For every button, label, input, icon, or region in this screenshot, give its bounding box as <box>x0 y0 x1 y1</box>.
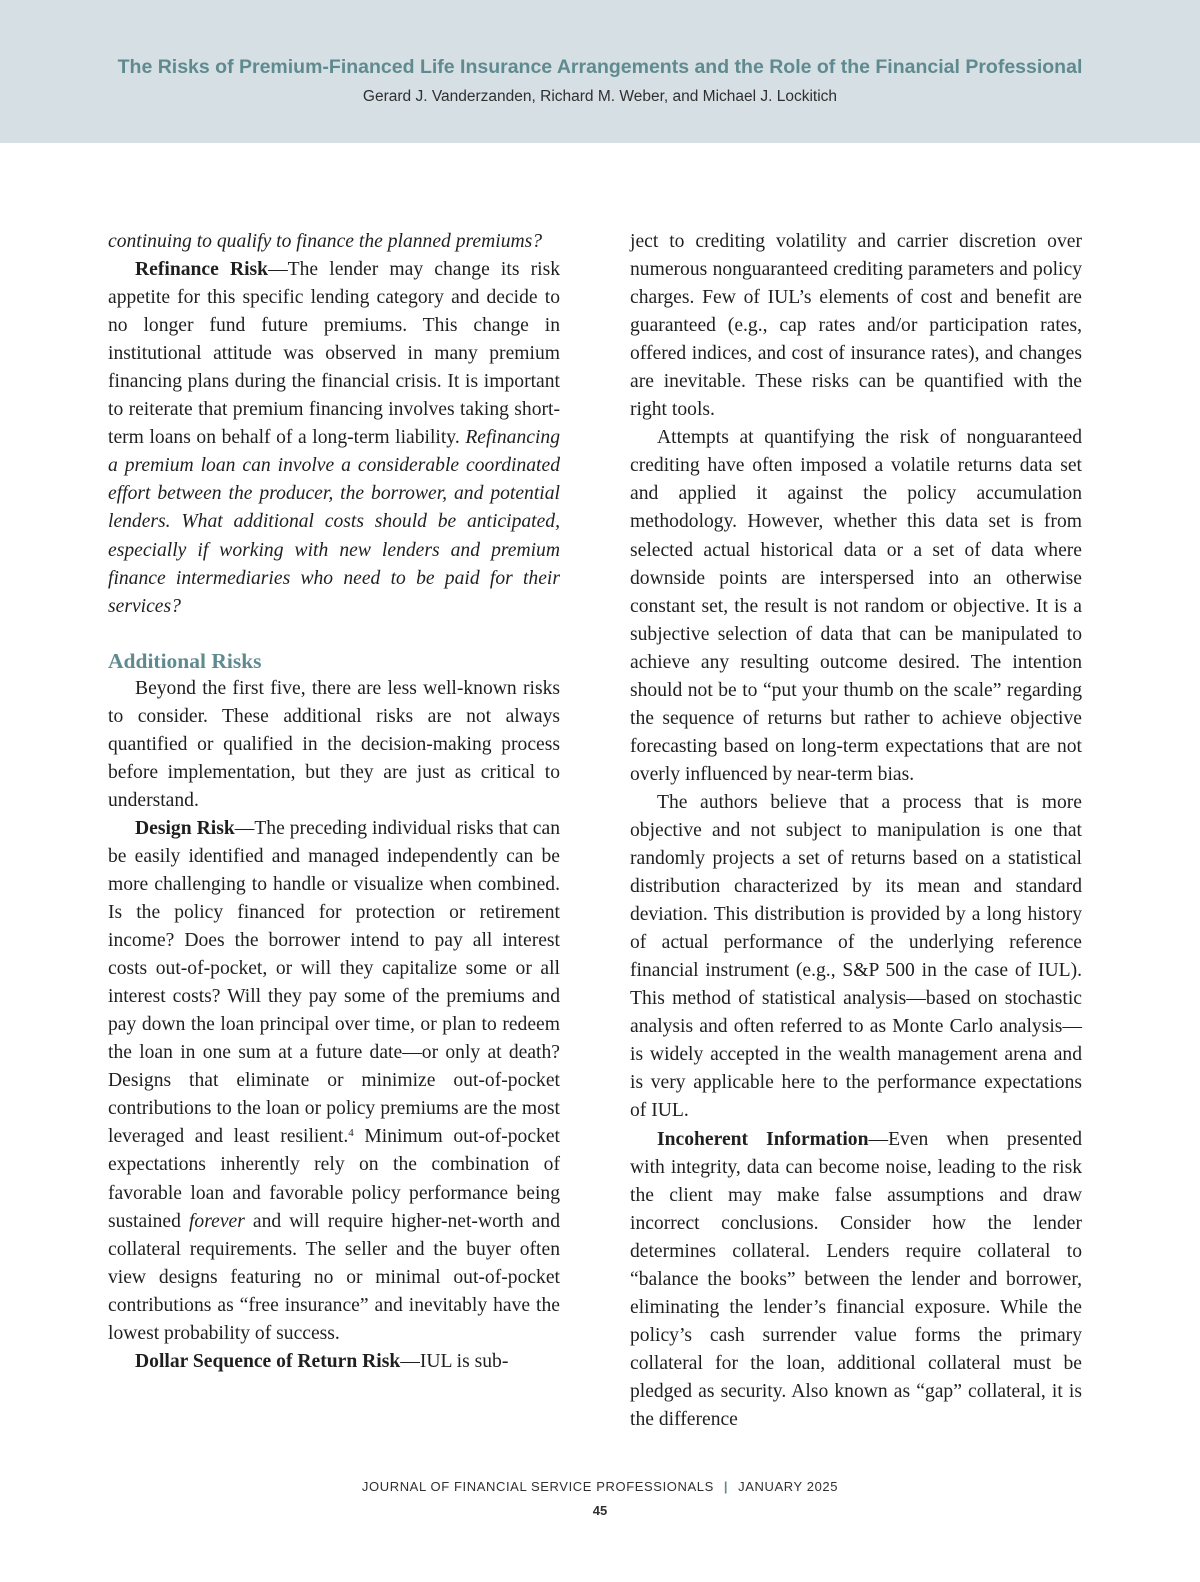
issue-date: JANUARY 2025 <box>738 1479 839 1494</box>
refinance-risk-text: —The lender may change its risk appetite for this specific lending category and decide to no longer fund future premiums. This change in institutional attitude was observed in many premium financing plans during the financial crisis. It is important to reiterate that premium financing involves taking short-term loans on behalf of a long-term liability. <box>108 259 560 449</box>
term-incoherent-information: Incoherent Information <box>657 1128 869 1150</box>
footer-separator: | <box>723 1479 729 1494</box>
right-column <box>630 228 1082 1434</box>
term-refinance-risk: Refinance Risk <box>135 259 269 281</box>
term-design-risk: Design Risk <box>135 817 235 839</box>
running-header <box>0 0 1200 143</box>
paragraph-dollar-sequence-risk <box>108 1348 560 1376</box>
running-footer <box>0 1479 1200 1494</box>
paragraph-additional-risks-intro: Beyond the first five, there are less well-known risks to consider. These additional risks are not always quantified or qualified in the decision-making process before implementation, but they are just as critical to understand. <box>108 677 560 811</box>
paragraph-incoherent-information <box>630 1126 1082 1435</box>
section-heading-additional-risks: Additional Risks <box>108 648 262 673</box>
design-risk-text-a: —The preceding individual risks that can be easily identified and managed independently can be more challenging to handle or visualize when combined. Is the policy financed for protection or retirement income? Does the borrower intend to pay all interest costs out-of-pocket, or will they capitalize some or all interest costs? Will they pay some of the premiums and pay down the loan principal over time, or plan to redeem the loan in one sum at a future date—or only at death? Designs that eliminate or minimize out-of-pocket contributions to the loan or policy premiums are the most leveraged and least resilient. <box>108 817 560 1148</box>
paragraph-iul-continuation: ject to crediting volatility and carrier discretion over numerous nonguaranteed crediting parameters and policy charges. Few of IUL’s elements of cost and benefit are guaranteed (e.g., cap rates and/or participation rates, offered indices, and cost of insurance rates), and changes are inevitable. These risks can be quantified with the right tools. <box>630 231 1082 421</box>
footnote-marker[interactable]: 4 <box>348 1127 354 1140</box>
paragraph-continuation <box>108 228 560 256</box>
italic-question: continuing to qualify to finance the planned premiums? <box>108 231 543 252</box>
journal-name: JOURNAL OF FINANCIAL SERVICE PROFESSIONALS <box>361 1479 714 1494</box>
article-authors: Gerard J. Vanderzanden, Richard M. Weber, and Michael J. Lockitich <box>362 88 838 105</box>
article-title: The Risks of Premium-Financed Life Insurance Arrangements and the Role of the Financial Professional <box>117 56 1083 78</box>
paragraph-authors-believe: The authors believe that a process that is more objective and not subject to manipulation is one that randomly projects a set of returns based on a statistical distribution characterized by its mean and standard deviation. This distribution is provided by a long history of actual performance of the underlying reference financial instrument (e.g., S&P 500 in the case of IUL). This method of statistical analysis—based on stochastic analysis and often referred to as Monte Carlo analysis—is widely accepted in the wealth management arena and is very applicable here to the performance expectations of IUL. <box>630 791 1082 1122</box>
design-risk-text-b: Minimum out-of-pocket expectations inherently rely on the combination of favorable loan and favorable policy performance being sustained <box>108 1126 560 1232</box>
design-risk-italic: forever <box>188 1210 245 1232</box>
term-dollar-sequence-risk: Dollar Sequence of Return Risk <box>135 1350 401 1372</box>
dollar-sequence-risk-text: —IUL is sub- <box>400 1350 509 1372</box>
refinance-risk-italic: Refinancing a premium loan can involve a considerable coordinated effort between the producer, the borrower, and potential lenders. What additional costs should be anticipated, especially if working with new lenders and premium finance intermediaries who need to be paid for their services? <box>108 427 560 617</box>
page-number: 45 <box>592 1503 608 1518</box>
paragraph-design-risk <box>108 815 560 1348</box>
design-risk-text-c: and will require higher-net-worth and collateral requirements. The seller and the buyer often view designs featuring no or minimal out-of-pocket contributions as “free insurance” and inevitably have the lowest probability of success. <box>108 1210 560 1344</box>
paragraph-quantifying-risk: Attempts at quantifying the risk of nonguaranteed crediting have often imposed a volatile returns data set and applied it against the policy accumulation methodology. However, whether this data set is from selected actual historical data or a set of data where downside points are interspersed into an otherwise constant set, the result is not random or objective. It is a subjective selection of data that can be manipulated to achieve any resulting outcome desired. The intention should not be to “put your thumb on the scale” regarding the sequence of returns but rather to achieve objective forecasting based on long-term expectations that are not overly influenced by near-term bias. <box>630 427 1082 785</box>
paragraph-refinance-risk <box>108 256 560 621</box>
incoherent-information-text: —Even when presented with integrity, data can become noise, leading to the risk the client may make false assumptions and draw incorrect conclusions. Consider how the lender determines collateral. Lenders require collateral to “balance the books” between the lender and borrower, eliminating the lender’s financial exposure. While the policy’s cash surrender value forms the primary collateral for the loan, additional collateral must be pledged as security. Also known as “gap” collateral, it is the difference <box>630 1128 1082 1430</box>
left-column <box>108 228 560 1376</box>
